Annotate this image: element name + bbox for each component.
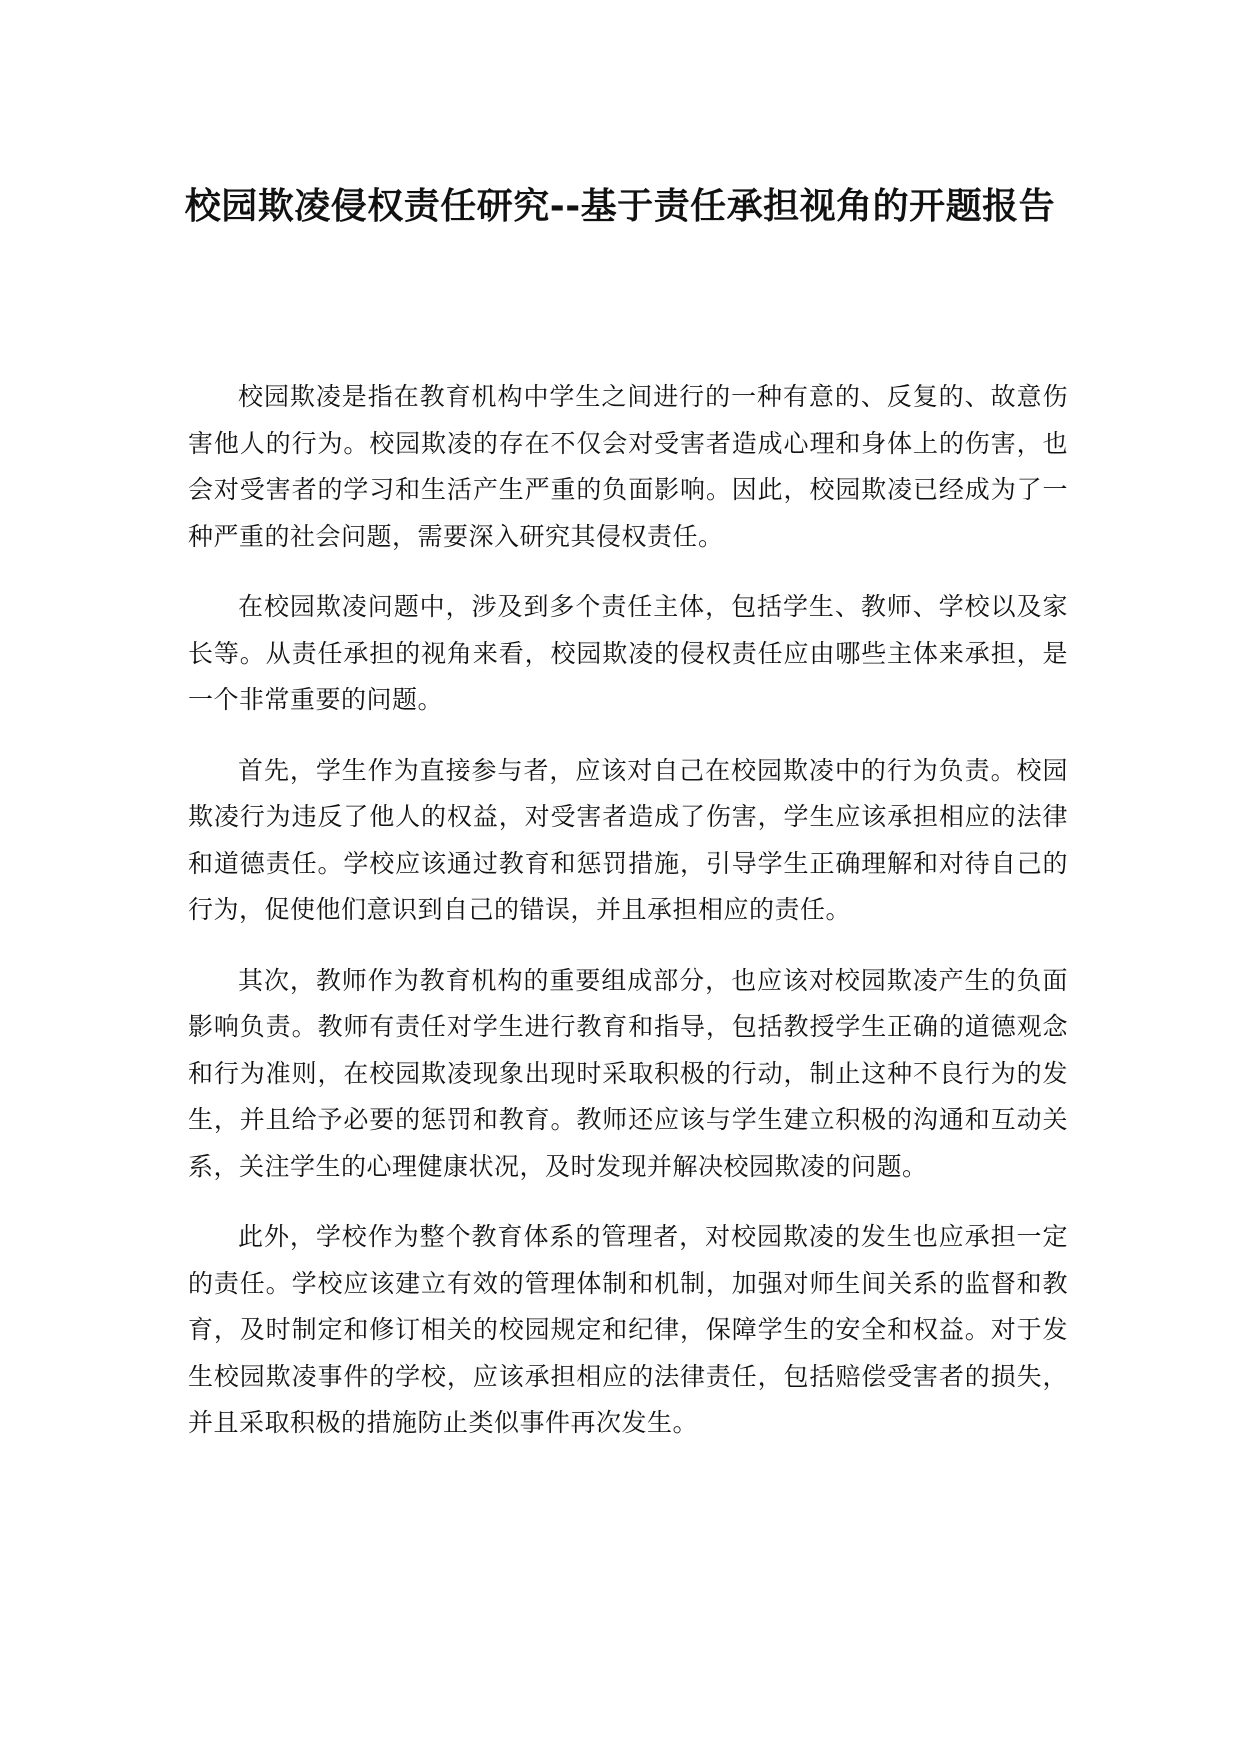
document-title: 校园欺凌侵权责任研究--基于责任承担视角的开题报告 <box>184 186 1056 227</box>
paragraph-school-responsibility: 此外，学校作为整个教育体系的管理者，对校园欺凌的发生也应承担一定的责任。学校应该建立有效的管理体制和机制，加强对师生间关系的监督和教育，及时制定和修订相关的校园规定和纪律，保障学生的安全和权益。对于发生校园欺凌事件的学校，应该承担相应的法律责任，包括赔偿受害者的损失，并且采取积极的措施防止类似事件再次发生。 <box>188 1222 1068 1437</box>
paragraph-responsible-parties: 在校园欺凌问题中，涉及到多个责任主体，包括学生、教师、学校以及家长等。从责任承担的视角来看，校园欺凌的侵权责任应由哪些主体来承担，是一个非常重要的问题。 <box>188 592 1068 714</box>
document-body <box>188 374 1068 1471</box>
paragraph-student-responsibility: 首先，学生作为直接参与者，应该对自己在校园欺凌中的行为负责。校园欺凌行为违反了他人的权益，对受害者造成了伤害，学生应该承担相应的法律和道德责任。学校应该通过教育和惩罚措施，引导学生正确理解和对待自己的行为，促使他们意识到自己的错误，并且承担相应的责任。 <box>188 755 1068 924</box>
paragraph-intro: 校园欺凌是指在教育机构中学生之间进行的一种有意的、反复的、故意伤害他人的行为。校园欺凌的存在不仅会对受害者造成心理和身体上的伤害，也会对受害者的学习和生活产生严重的负面影响。因此，校园欺凌已经成为了一种严重的社会问题，需要深入研究其侵权责任。 <box>188 382 1068 551</box>
paragraph-teacher-responsibility: 其次，教师作为教育机构的重要组成部分，也应该对校园欺凌产生的负面影响负责。教师有责任对学生进行教育和指导，包括教授学生正确的道德观念和行为准则，在校园欺凌现象出现时采取积极的行动，制止这种不良行为的发生，并且给予必要的惩罚和教育。教师还应该与学生建立积极的沟通和互动关系，关注学生的心理健康状况，及时发现并解决校园欺凌的问题。 <box>188 965 1068 1181</box>
